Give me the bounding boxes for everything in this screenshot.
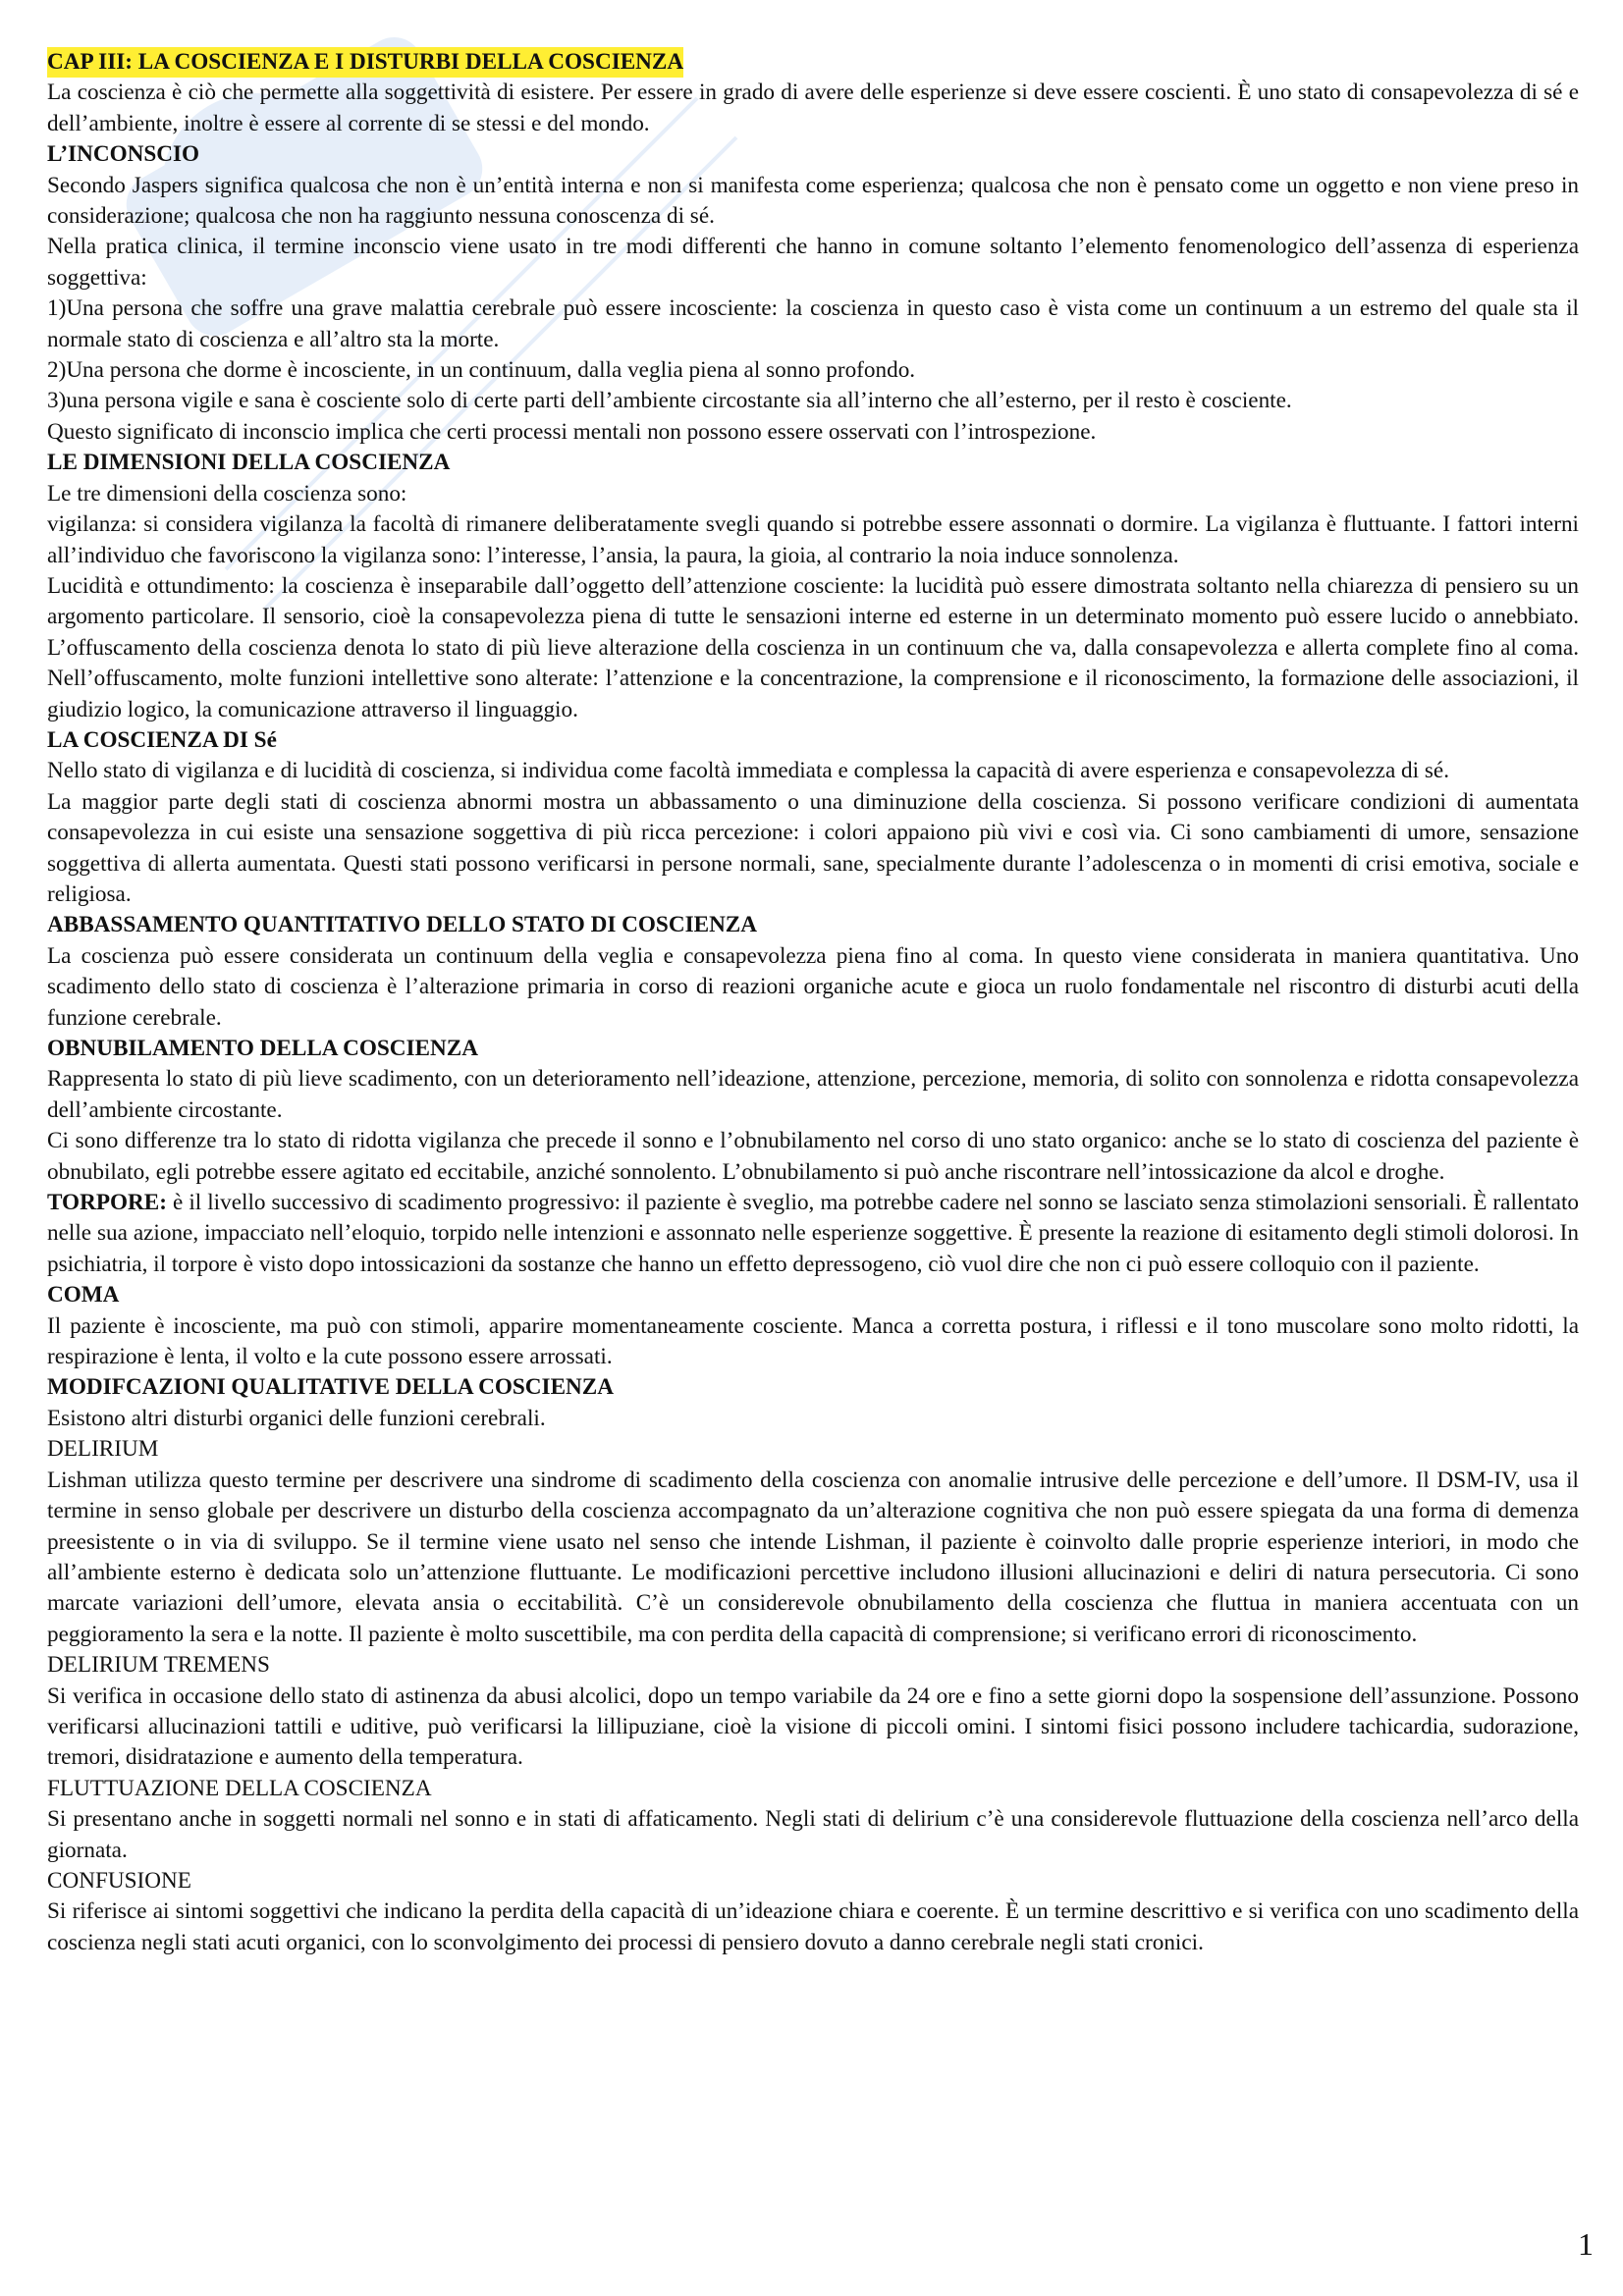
subheading-delirium: DELIRIUM (47, 1436, 159, 1463)
paragraph: Si verifica in occasione dello stato di astinenza da abusi alcolici, dopo un tempo variabile da 24 ore e fino a sette giorni dopo la sospensione dell’assunzione. Possono verificarsi allucinazioni tattili e uditive, può verificarsi la lillipuziane, cioè la visione di piccoli omini. I sintomi fisici possono includere tachicardia, sudorazione, tremori, disidratazione e aumento della temperatura. (47, 1682, 1579, 1771)
subheading-delirium-tremens: DELIRIUM TREMENS (47, 1652, 270, 1679)
section-heading-coscienza-di-se: LA COSCIENZA DI Sé (47, 726, 277, 753)
paragraph: Si riferisce ai sintomi soggettivi che indicano la perdita della capacità di un’ideazione chiara e coerente. È un termine descrittivo e si verifica con uno scadimento della coscienza negli stati acuti organici, con lo sconvolgimento dei processi di pensiero dovuto a danno cerebrale negli stati cronici. (47, 1898, 1579, 1955)
torpore-paragraph (47, 1188, 1579, 1280)
paragraph: Lucidità e ottundimento: la coscienza è inseparabile dall’oggetto dell’attenzione cosciente: la lucidità può essere dimostrata soltanto nella chiarezza di pensiero su un argomento particolare. Il sensorio, cioè la consapevolezza piena di tutte le sensazioni interne ed esterne in un determinato momento può essere lucido o annebbiato. L’offuscamento della coscienza denota lo stato di più lieve alterazione della coscienza in un continuum che va, dalla consapevolezza e allerta complete fino al coma. Nell’offuscamento, molte funzioni intellettive sono alterate: l’attenzione e la concentrazione, la comprensione e il riconoscimento, la formazione delle associazioni, il giudizio logico, la comunicazione attraverso il linguaggio. (47, 572, 1579, 722)
paragraph: Lishman utilizza questo termine per descrivere una sindrome di scadimento della coscienza con anomalie intrusive delle percezione e dell’umore. Il DSM-IV, usa il termine in senso globale per descrivere un disturbo della coscienza accompagnato da un’alterazione cognitiva che non può essere spiegata da una forma di demenza preesistente o in via di sviluppo. Se il termine viene usato nel senso che intende Lishman, il paziente è coinvolto dalle proprie esperienze interiori, in modo che all’ambiente esterno è dedicata solo un’attenzione fluttuante. Le modificazioni percettive includono illusioni allucinazioni e deliri di natura persecutoria. Ci sono marcate variazioni dell’umore, elevata ansia o eccitabilità. C’è un considerevole obnubilamento della coscienza che fluttua in maniera accentuata con un peggioramento la sera e la notte. Il paziente è molto suscettibile, ma con perdita della capacità di comprensione; si verificano errori di riconoscimento. (47, 1467, 1579, 1647)
paragraph: 2)Una persona che dorme è incosciente, in un continuum, dalla veglia piena al sonno profondo. (47, 357, 916, 384)
section-heading-modificazioni: MODIFCAZIONI QUALITATIVE DELLA COSCIENZA (47, 1374, 614, 1401)
paragraph: La coscienza può essere considerata un continuum della veglia e consapevolezza piena fino al coma. In questo viene considerata in maniera quantitativa. Uno scadimento dello stato di coscienza è l’alterazione primaria in corso di reazioni organiche acute e gioca un ruolo fondamentale nel riscontro di disturbi acuti della funzione cerebrale. (47, 942, 1579, 1031)
paragraph: Rappresenta lo stato di più lieve scadimento, con un deterioramento nell’ideazione, attenzione, percezione, memoria, di solito con sonnolenza e ridotta consapevolezza dell’ambiente circostante. (47, 1066, 1579, 1123)
section-heading-coma: COMA (47, 1282, 120, 1308)
torpore-label: TORPORE: (47, 1190, 167, 1216)
subheading-fluttuazione: FLUTTUAZIONE DELLA COSCIENZA (47, 1775, 432, 1801)
page-title: CAP III: LA COSCIENZA E I DISTURBI DELLA COSCIENZA (47, 47, 683, 78)
section-heading-abbassamento: ABBASSAMENTO QUANTITATIVO DELLO STATO DI COSCIENZA (47, 912, 758, 938)
subheading-confusione: CONFUSIONE (47, 1867, 191, 1894)
paragraph: 3)una persona vigile e sana è cosciente solo di certe parti dell’ambiente circostante sia all’interno che all’esterno, per il resto è cosciente. (47, 388, 1292, 414)
paragraph: Nella pratica clinica, il termine inconscio viene usato in tre modi differenti che hanno in comune soltanto l’elemento fenomenologico dell’assenza di esperienza soggettiva: (47, 234, 1579, 291)
paragraph: Le tre dimensioni della coscienza sono: (47, 480, 407, 507)
paragraph: 1)Una persona che soffre una grave malattia cerebrale può essere incosciente: la coscienza in questo caso è vista come un continuum a un estremo del quale sta il normale stato di coscienza e all’altro sta la morte. (47, 295, 1579, 352)
paragraph: Nello stato di vigilanza e di lucidità di coscienza, si individua come facoltà immediata e complessa la capacità di avere esperienza e consapevolezza di sé. (47, 758, 1450, 784)
document-body (47, 47, 1579, 1958)
torpore-text: è il livello successivo di scadimento progressivo: il paziente è sveglio, ma potrebbe cadere nel sonno se lasciato senza stimolazioni sensoriali. È rallentato nelle sua azione, impacciato nell’eloquio, torpido nelle intenzioni e assonnato nelle esperienze soggettive. È presente la reazione di esitamento degli stimoli dolorosi. In psichiatria, il torpore è visto dopo intossicazioni da sostanze che hanno un effetto depressogeno, ciò vuol dire che non ci può essere colloquio con il paziente. (47, 1190, 1579, 1277)
page-number: 1 (1578, 2226, 1594, 2262)
paragraph: Il paziente è incosciente, ma può con stimoli, apparire momentaneamente cosciente. Manca a corretta postura, i riflessi e il tono muscolare sono molto ridotti, la respirazione è lenta, il volto e la cute possono essere arrossati. (47, 1312, 1579, 1370)
paragraph: Esistono altri disturbi organici delle funzioni cerebrali. (47, 1405, 546, 1431)
paragraph: Si presentano anche in soggetti normali nel sonno e in stati di affaticamento. Negli stati di delirium c’è una considerevole fluttuazione della coscienza nell’arco della giornata. (47, 1806, 1579, 1863)
section-heading-obnubilamento: OBNUBILAMENTO DELLA COSCIENZA (47, 1036, 478, 1061)
section-heading-inconscio: L’INCONSCIO (47, 141, 200, 168)
paragraph: Secondo Jaspers significa qualcosa che non è un’entità interna e non si manifesta come esperienza; qualcosa che non è pensato come un oggetto e non viene preso in considerazione; qualcosa che non ha raggiunto nessuna conoscenza di sé. (47, 172, 1579, 230)
section-heading-dimensioni: LE DIMENSIONI DELLA COSCIENZA (47, 450, 451, 476)
paragraph: Ci sono differenze tra lo stato di ridotta vigilanza che precede il sonno e l’obnubilamento nel corso di uno stato organico: anche se lo stato di coscienza del paziente è obnubilato, egli potrebbe essere agitato ed eccitabile, anziché sonnolento. L’obnubilamento si può anche riscontrare nell’intossicazione da alcol e droghe. (47, 1128, 1579, 1185)
paragraph: La maggior parte degli stati di coscienza abnormi mostra un abbassamento o una diminuzione della coscienza. Si possono verificare condizioni di aumentata consapevolezza in cui esiste una sensazione soggettiva di più ricca percezione: i colori appaiono più vivi e così via. Ci sono cambiamenti di umore, sensazione soggettiva di allerta aumentata. Questi stati possono verificarsi in persone normali, sane, specialmente durante l’adolescenza o in momenti di crisi emotiva, sociale e religiosa. (47, 788, 1579, 907)
intro-paragraph: La coscienza è ciò che permette alla soggettività di esistere. Per essere in grado di avere delle esperienze si deve essere coscienti. È uno stato di consapevolezza di sé e dell’ambiente, inoltre è essere al corrente di se stessi e del mondo. (47, 80, 1579, 136)
paragraph: vigilanza: si considera vigilanza la facoltà di rimanere deliberatamente svegli quando si potrebbe essere assonnati o dormire. La vigilanza è fluttuante. I fattori interni all’individuo che favoriscono la vigilanza sono: l’interesse, l’ansia, la paura, la gioia, al contrario la noia induce sonnolenza. (47, 511, 1579, 568)
paragraph: Questo significato di inconscio implica che certi processi mentali non possono essere osservati con l’introspezione. (47, 418, 1097, 445)
